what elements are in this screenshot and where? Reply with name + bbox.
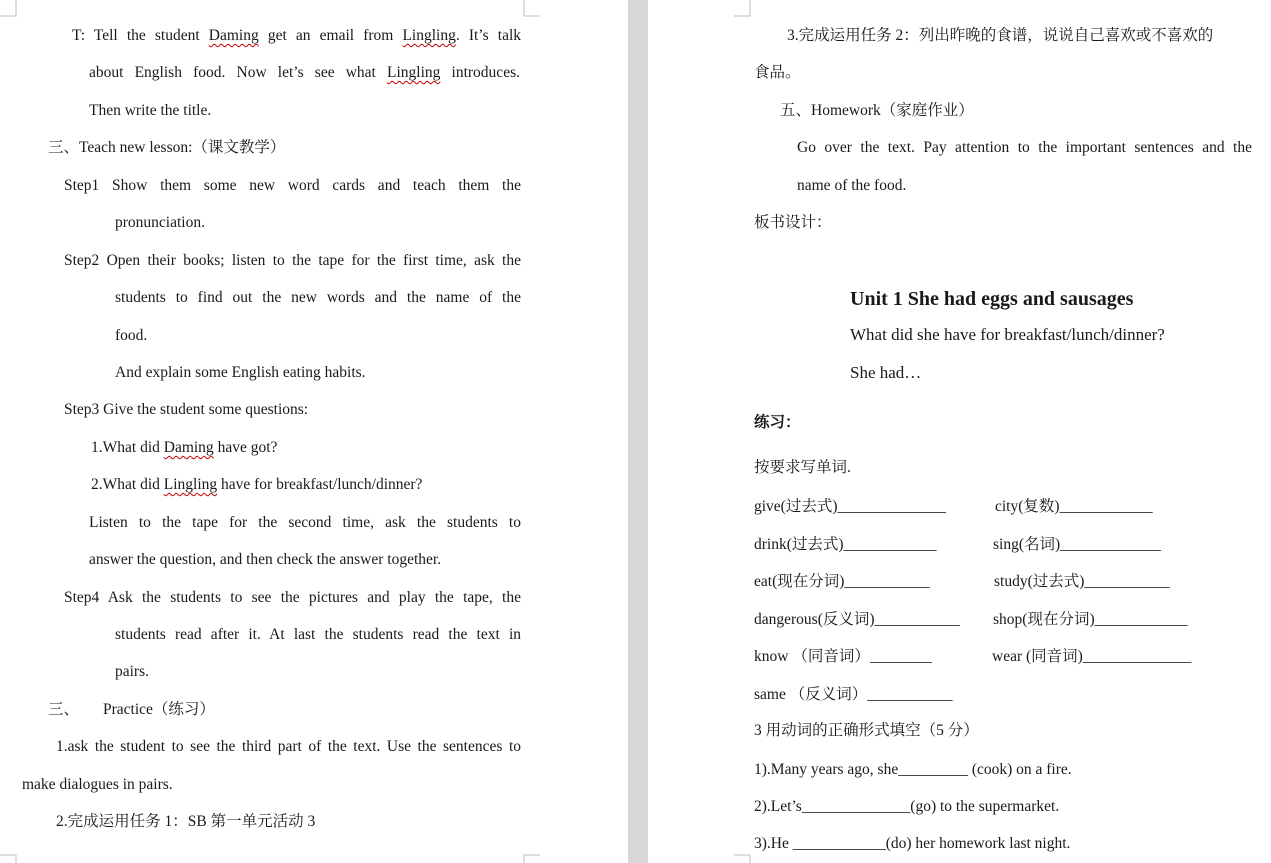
exercise-heading: 3 用动词的正确形式填空（5 分）: [754, 722, 979, 739]
word-blank: know （同音词）________: [754, 648, 932, 665]
paragraph-line: Listen to the tape for the second time, ask the students to: [89, 514, 521, 531]
word-blank: same （反义词）___________: [754, 686, 953, 703]
spell-flag: Lingling: [402, 27, 456, 44]
paragraph-line: pronunciation.: [115, 214, 205, 231]
word-blank: eat(现在分词)___________: [754, 573, 930, 590]
board-line: She had…: [850, 363, 922, 382]
paragraph-line: students read after it. At last the students read the text in: [115, 626, 521, 643]
paragraph-line: Step2 Open their books; listen to the tape for the first time, ask the: [64, 252, 521, 269]
fill-in-item: 2).Let’s______________(go) to the supermarket.: [754, 798, 1060, 815]
margin-corner-mark: [0, 843, 20, 863]
section-heading: 三、 Practice（练习）: [48, 701, 215, 718]
paragraph-line: Then write the title.: [89, 102, 212, 119]
word-blank: give(过去式)______________: [754, 498, 947, 515]
spell-flag: Daming: [163, 439, 214, 456]
margin-corner-mark: [520, 0, 540, 20]
paragraph-line: Step4 Ask the students to see the pictures and play the tape, the: [64, 589, 521, 606]
board-line: What did she have for breakfast/lunch/dinner?: [850, 325, 1165, 344]
word-blank: study(过去式)___________: [994, 573, 1170, 590]
fill-in-item: 1).Many years ago, she_________ (cook) on a fire.: [754, 761, 1072, 778]
exercise-heading: 练习：: [754, 414, 801, 431]
paragraph-line: answer the question, and then check the answer together.: [89, 551, 442, 568]
spell-flag: Lingling: [387, 64, 441, 81]
document-page-right: [648, 0, 1271, 863]
paragraph-line: T: Tell the student Daming get an email from Lingling. It’s talk: [72, 27, 522, 44]
paragraph-line: And explain some English eating habits.: [115, 364, 366, 381]
paragraph-line: 食品。: [754, 64, 801, 81]
paragraph-line: pairs.: [115, 663, 150, 680]
paragraph-line: food.: [115, 327, 148, 344]
word-blank: shop(现在分词)____________: [993, 611, 1188, 628]
paragraph-line: 2.完成运用任务 1：SB 第一单元活动 3: [56, 813, 316, 830]
word-blank: city(复数)____________: [995, 498, 1153, 515]
exercise-instruction: 按要求写单词.: [754, 459, 851, 476]
paragraph-line: Step3 Give the student some questions:: [64, 401, 309, 418]
board-title: Unit 1 She had eggs and sausages: [850, 288, 1134, 310]
paragraph-line: 1.ask the student to see the third part of the text. Use the sentences to: [56, 738, 521, 755]
margin-corner-mark: [734, 0, 754, 20]
word-blank: drink(过去式)____________: [754, 536, 937, 553]
margin-corner-mark: [520, 843, 540, 863]
page-gap: [628, 0, 648, 863]
question-line: 2.What did Lingling have for breakfast/lunch/dinner?: [91, 476, 423, 493]
question-line: 1.What did Daming have got?: [91, 439, 278, 456]
paragraph-line: Step1 Show them some new word cards and teach them the: [64, 177, 521, 194]
fill-in-item: 3).He ____________(do) her homework last night.: [754, 835, 1071, 852]
spell-flag: Lingling: [163, 476, 218, 493]
word-blank: wear (同音词)______________: [992, 648, 1192, 665]
paragraph-line: 板书设计：: [754, 214, 832, 231]
document-page-left: [0, 0, 628, 863]
word-blank: dangerous(反义词)___________: [754, 611, 960, 628]
section-heading: 三、Teach new lesson:（课文教学）: [48, 139, 286, 156]
margin-corner-mark: [734, 843, 754, 863]
paragraph-line: about English food. Now let’s see what Lingling introduces.: [89, 64, 520, 81]
paragraph-line: students to find out the new words and the name of the: [115, 289, 521, 306]
margin-corner-mark: [0, 0, 20, 20]
section-heading: 五、Homework（家庭作业）: [780, 102, 974, 119]
spell-flag: Daming: [208, 27, 259, 44]
paragraph-line: 3.完成运用任务 2：列出昨晚的食谱，说说自己喜欢或不喜欢的: [787, 27, 1214, 44]
word-blank: sing(名词)_____________: [993, 536, 1161, 553]
paragraph-line: make dialogues in pairs.: [22, 776, 173, 793]
paragraph-line: Go over the text. Pay attention to the important sentences and the: [797, 139, 1252, 156]
paragraph-line: name of the food.: [797, 177, 907, 194]
